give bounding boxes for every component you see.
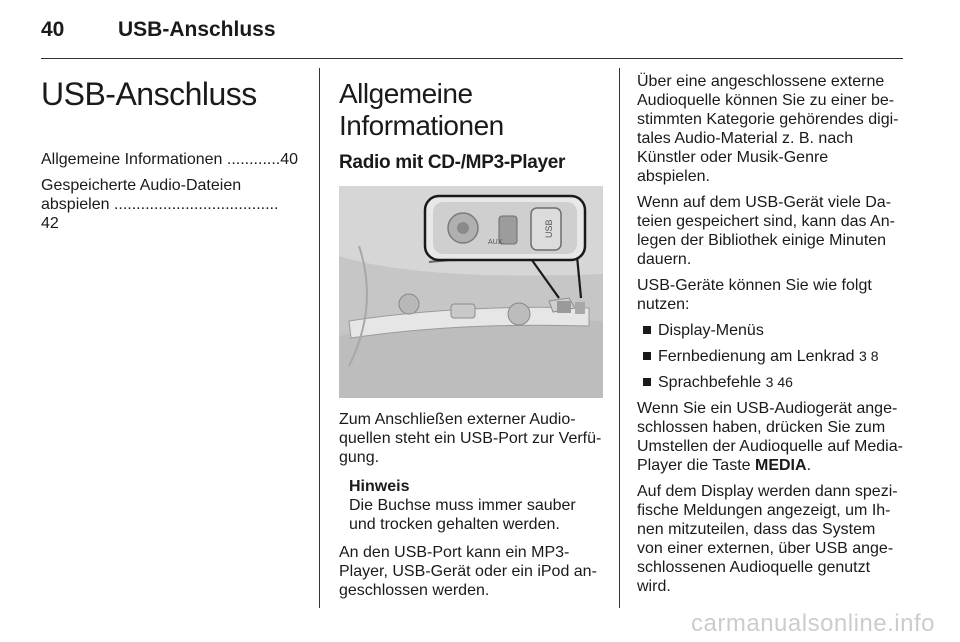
aux-label: AUX (488, 239, 503, 246)
toc-entry-line: abspielen ..................................... 42 (41, 196, 279, 232)
paragraph-text: Wenn Sie ein USB-Audiogerät angeschlossen haben, drücken Sie zum Umstellen der Audioquelle auf Media-Player die Taste (637, 400, 903, 474)
main-column (339, 72, 603, 607)
running-header-title: USB-Anschluss (118, 18, 276, 41)
note-text: Die Buchse muss immer sauber und trocken gehalten werden. (349, 497, 576, 533)
paragraph: Auf dem Display werden dann spezifische Meldungen angezeigt, um Ihnen mitzuteilen, dass das System von einer externen, über USB angeschlossenen Audioquelle genutzt wird. (637, 483, 898, 595)
page-reference-link[interactable]: 3 8 (859, 348, 879, 364)
bullet-square-icon (643, 352, 651, 360)
usb-label: USB (544, 219, 554, 238)
right-column (637, 72, 903, 603)
media-button-label: MEDIA (755, 457, 807, 474)
bullet-text: Sprachbefehle (658, 374, 766, 391)
toc-entry-stored-audio[interactable] (41, 176, 299, 233)
note-block (349, 477, 603, 534)
section-title: USB-Anschluss (41, 76, 257, 112)
section-heading: Allgemeine Informationen (339, 78, 504, 141)
paragraph: USB-Geräte können Sie wie folgt nutzen: (637, 277, 872, 313)
page-number: 40 (41, 18, 65, 41)
watermark: carmanualsonline.info (691, 610, 935, 637)
paragraph: Über eine angeschlossene externe Audioquelle können Sie zu einer bestimmten Kategorie gehörendes digitales Audio-Material z. B. nach Künstler oder Musik-Genre abspielen. (637, 73, 899, 185)
usb-port-figure (339, 186, 603, 398)
page-reference-link[interactable]: 3 46 (765, 374, 793, 390)
bullet-text: Display-Menüs (658, 322, 764, 339)
bullet-text: Fernbedienung am Lenkrad (658, 348, 860, 365)
bullet-square-icon (643, 378, 651, 386)
paragraph (637, 399, 903, 475)
toc-column (41, 72, 299, 240)
paragraph: Wenn auf dem USB-Gerät viele Dateien gespeichert sind, kann das Anlegen der Bibliothek einige Minuten dauern. (637, 194, 895, 268)
subsection-heading: Radio mit CD-/MP3-Player (339, 152, 566, 173)
bullet-item-steering-wheel (643, 347, 903, 366)
bullet-item-display-menus (643, 321, 903, 340)
note-title: Hinweis (349, 478, 410, 495)
bullet-item-voice-commands (643, 373, 903, 392)
toc-entry-general-info[interactable]: Allgemeine Informationen ............40 (41, 151, 299, 168)
paragraph-text: . (806, 457, 812, 474)
usb-port-illustration (339, 186, 603, 398)
column-divider-1 (319, 68, 320, 608)
bullet-square-icon (643, 326, 651, 334)
paragraph: An den USB-Port kann ein MP3-Player, USB-Gerät oder ein iPod angeschlossen werden. (339, 544, 597, 599)
header-rule (41, 58, 903, 59)
column-divider-2 (619, 68, 620, 608)
toc-entry-line: Gespeicherte Audio-Dateien (41, 177, 242, 194)
paragraph: Zum Anschließen externer Audioquellen steht ein USB-Port zur Verfügung. (339, 411, 602, 466)
